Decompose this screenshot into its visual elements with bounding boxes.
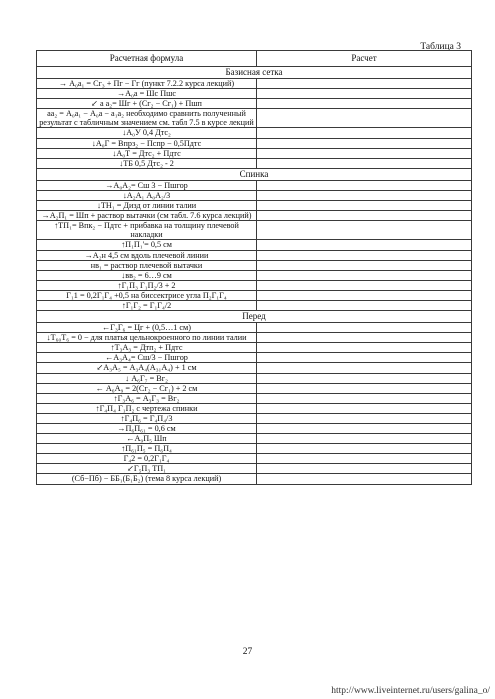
section-title: Базисная сетка xyxy=(37,67,472,79)
table-row xyxy=(37,474,472,484)
calc-cell[interactable] xyxy=(257,413,472,423)
calc-cell[interactable] xyxy=(257,201,472,211)
table-row xyxy=(37,138,472,148)
table-row xyxy=(37,128,472,138)
formula-cell: ↙ а а₂= Шг + (Сг₂ − Сг₁) + Пшп xyxy=(37,99,257,109)
table-row xyxy=(37,180,472,190)
formula-cell: ↑Г₁П₃ Г₁П₂/3 + 2 xyxy=(37,280,257,290)
formula-cell: ↙А₃А₅ = А₃А₄(А₃₁А₄) + 1 см xyxy=(37,363,257,373)
table-row xyxy=(37,290,472,300)
calc-cell[interactable] xyxy=(257,221,472,240)
table-row xyxy=(37,148,472,158)
formula-cell: ← А₆А₉ = 2(Сг₂ − Сг₁) + 2 см xyxy=(37,383,257,393)
calc-cell[interactable] xyxy=(257,211,472,221)
formula-cell: ←А₉П₅ Шп xyxy=(37,434,257,444)
table-row xyxy=(37,240,472,250)
formula-cell: →А₂П₁ = Шп + раствор вытачки (см табл. 7.6 курса лекций) xyxy=(37,211,257,221)
header-formula: Расчетная формула xyxy=(37,51,257,67)
table-row xyxy=(37,260,472,270)
table-row xyxy=(37,250,472,260)
table-row xyxy=(37,270,472,280)
calc-cell[interactable] xyxy=(257,180,472,190)
header-calc: Расчет xyxy=(257,51,472,67)
table-row xyxy=(37,201,472,211)
calc-cell[interactable] xyxy=(257,434,472,444)
calc-cell[interactable] xyxy=(257,353,472,363)
formula-cell: ↑Г₃А₆ = А₃Г₃ = Вг₂ xyxy=(37,393,257,403)
formula-cell: ←А₃А₄= Сш/3 − Пшгор xyxy=(37,353,257,363)
formula-cell: ↓ТН₁ = Дизд от линии талии xyxy=(37,201,257,211)
table-row xyxy=(37,89,472,99)
table-row xyxy=(37,363,472,373)
formula-cell: ↓А₀Т = Дтс₂ + Пдтс xyxy=(37,148,257,158)
table-row xyxy=(37,353,472,363)
calc-cell[interactable] xyxy=(257,424,472,434)
calc-cell[interactable] xyxy=(257,280,472,290)
calc-cell[interactable] xyxy=(257,373,472,383)
formula-cell: ↑П₁П₁'= 0,5 см xyxy=(37,240,257,250)
calculation-table xyxy=(36,50,461,485)
page-number: 27 xyxy=(242,647,253,657)
formula-cell: нв₁ = раствор плечевой вытачки xyxy=(37,260,257,270)
formula-cell: Г₁1 = 0,2Г₁Г₄ +0,5 на биссектрисе угла П₂Г₁Г₄ xyxy=(37,290,257,300)
section-header-row xyxy=(37,311,472,323)
calc-cell[interactable] xyxy=(257,343,472,353)
calc-cell[interactable] xyxy=(257,138,472,148)
table-row xyxy=(37,444,472,454)
formula-cell: ↙Г₅П₃ ТП₁ xyxy=(37,464,257,474)
table-row xyxy=(37,221,472,240)
table-row xyxy=(37,413,472,423)
calc-cell[interactable] xyxy=(257,250,472,260)
calc-cell[interactable] xyxy=(257,333,472,343)
formula-cell: ↑ТП₁= Впк₂ − Пдтс + прибавка на толщину плечевой накладки xyxy=(37,221,257,240)
formula-cell: аа₂ = А₀а₁ − А₀а − а₁а₂ необходимо сравнить полученный результат с табличным значением см. табл 7.5 в курсе лекций xyxy=(37,109,257,128)
formula-cell: Г₄2 = 0,2Г₁Г₄ xyxy=(37,454,257,464)
table-header-row xyxy=(37,51,472,67)
calc-cell[interactable] xyxy=(257,128,472,138)
table-row xyxy=(37,464,472,474)
calc-cell[interactable] xyxy=(257,444,472,454)
table-row xyxy=(37,109,472,128)
formula-cell: →П₆П₆₁ = 0,6 см xyxy=(37,424,257,434)
table-row xyxy=(37,280,472,290)
formula-cell: ←Г₃Г₆ = Цг + (0,5…1 см) xyxy=(37,323,257,333)
formula-cell: (Сб−Пб) − ББ₁(Б₁Б₂) (тема 8 курса лекций) xyxy=(37,474,257,484)
calc-cell[interactable] xyxy=(257,363,472,373)
calc-cell[interactable] xyxy=(257,240,472,250)
formula-cell: →А₂н 4,5 см вдоль плечевой линии xyxy=(37,250,257,260)
formula-cell: ↓вв₂ = 6…9 см xyxy=(37,270,257,280)
calc-cell[interactable] xyxy=(257,148,472,158)
calc-cell[interactable] xyxy=(257,464,472,474)
calc-cell[interactable] xyxy=(257,454,472,464)
formula-cell: →А₀А₂= Сш 3 − Пшгор xyxy=(37,180,257,190)
formula-cell: ↓ А₆Г₇ = Вг₂ xyxy=(37,373,257,383)
section-header-row xyxy=(37,67,472,79)
calc-cell[interactable] xyxy=(257,89,472,99)
table-row xyxy=(37,333,472,343)
calc-cell[interactable] xyxy=(257,393,472,403)
calc-cell[interactable] xyxy=(257,99,472,109)
calc-cell[interactable] xyxy=(257,79,472,89)
calc-cell[interactable] xyxy=(257,300,472,310)
calc-cell[interactable] xyxy=(257,383,472,393)
calc-cell[interactable] xyxy=(257,260,472,270)
table-row xyxy=(37,403,472,413)
table-row xyxy=(37,190,472,200)
calc-cell[interactable] xyxy=(257,158,472,168)
formula-cell: ↓Т₆₀Т₆ = 0 − для платья цельнокроенного по линии талии xyxy=(37,333,257,343)
table-row xyxy=(37,99,472,109)
formula-cell: ↓А₂А₁ А₀А₂/3 xyxy=(37,190,257,200)
table-row xyxy=(37,211,472,221)
formula-cell: ↑Г₁Г₂ = Г₁Г₄/2 xyxy=(37,300,257,310)
table-row xyxy=(37,393,472,403)
calc-cell[interactable] xyxy=(257,403,472,413)
table-row xyxy=(37,300,472,310)
table-row xyxy=(37,424,472,434)
calc-cell[interactable] xyxy=(257,474,472,484)
calc-cell[interactable] xyxy=(257,270,472,280)
section-title: Перед xyxy=(37,311,472,323)
table-row xyxy=(37,323,472,333)
formula-cell: ↓А₀Г = Впрз₂ − Пспр − 0,5Пдтс xyxy=(37,138,257,148)
table-row xyxy=(37,383,472,393)
formula-cell: ↑П₆₁П₅ = П₆П₄ xyxy=(37,444,257,454)
section-header-row xyxy=(37,168,472,180)
calc-cell[interactable] xyxy=(257,290,472,300)
table-row xyxy=(37,158,472,168)
formula-cell: ↑Г₄П₆ = Г₄П₄/3 xyxy=(37,413,257,423)
table-label: Таблица 3 xyxy=(420,42,461,52)
watermark-url: http://www.liveinternet.ru/users/galina_o/ xyxy=(331,686,490,696)
table-row xyxy=(37,79,472,89)
calc-cell[interactable] xyxy=(257,109,472,128)
table-row xyxy=(37,434,472,444)
table-row xyxy=(37,373,472,383)
formula-cell: ↓ТБ 0,5 Дтс₂ - 2 xyxy=(37,158,257,168)
table-row xyxy=(37,343,472,353)
section-title: Спинка xyxy=(37,168,472,180)
formula-cell: ↑Г₄П₄ Г₁П₂ с чертежа спинки xyxy=(37,403,257,413)
calc-cell[interactable] xyxy=(257,323,472,333)
formula-cell: →А₀а = Шс Пшс xyxy=(37,89,257,99)
calc-cell[interactable] xyxy=(257,190,472,200)
formula-cell: ↓А₀У 0,4 Дтс₂ xyxy=(37,128,257,138)
formula-cell: ↑Т₃А₃ = Дтп₂ + Пдтс xyxy=(37,343,257,353)
table-row xyxy=(37,454,472,464)
formula-cell: → А₀а₁ = Сг₃ + Пг − Гг (пункт 7.2.2 курса лекций) xyxy=(37,79,257,89)
